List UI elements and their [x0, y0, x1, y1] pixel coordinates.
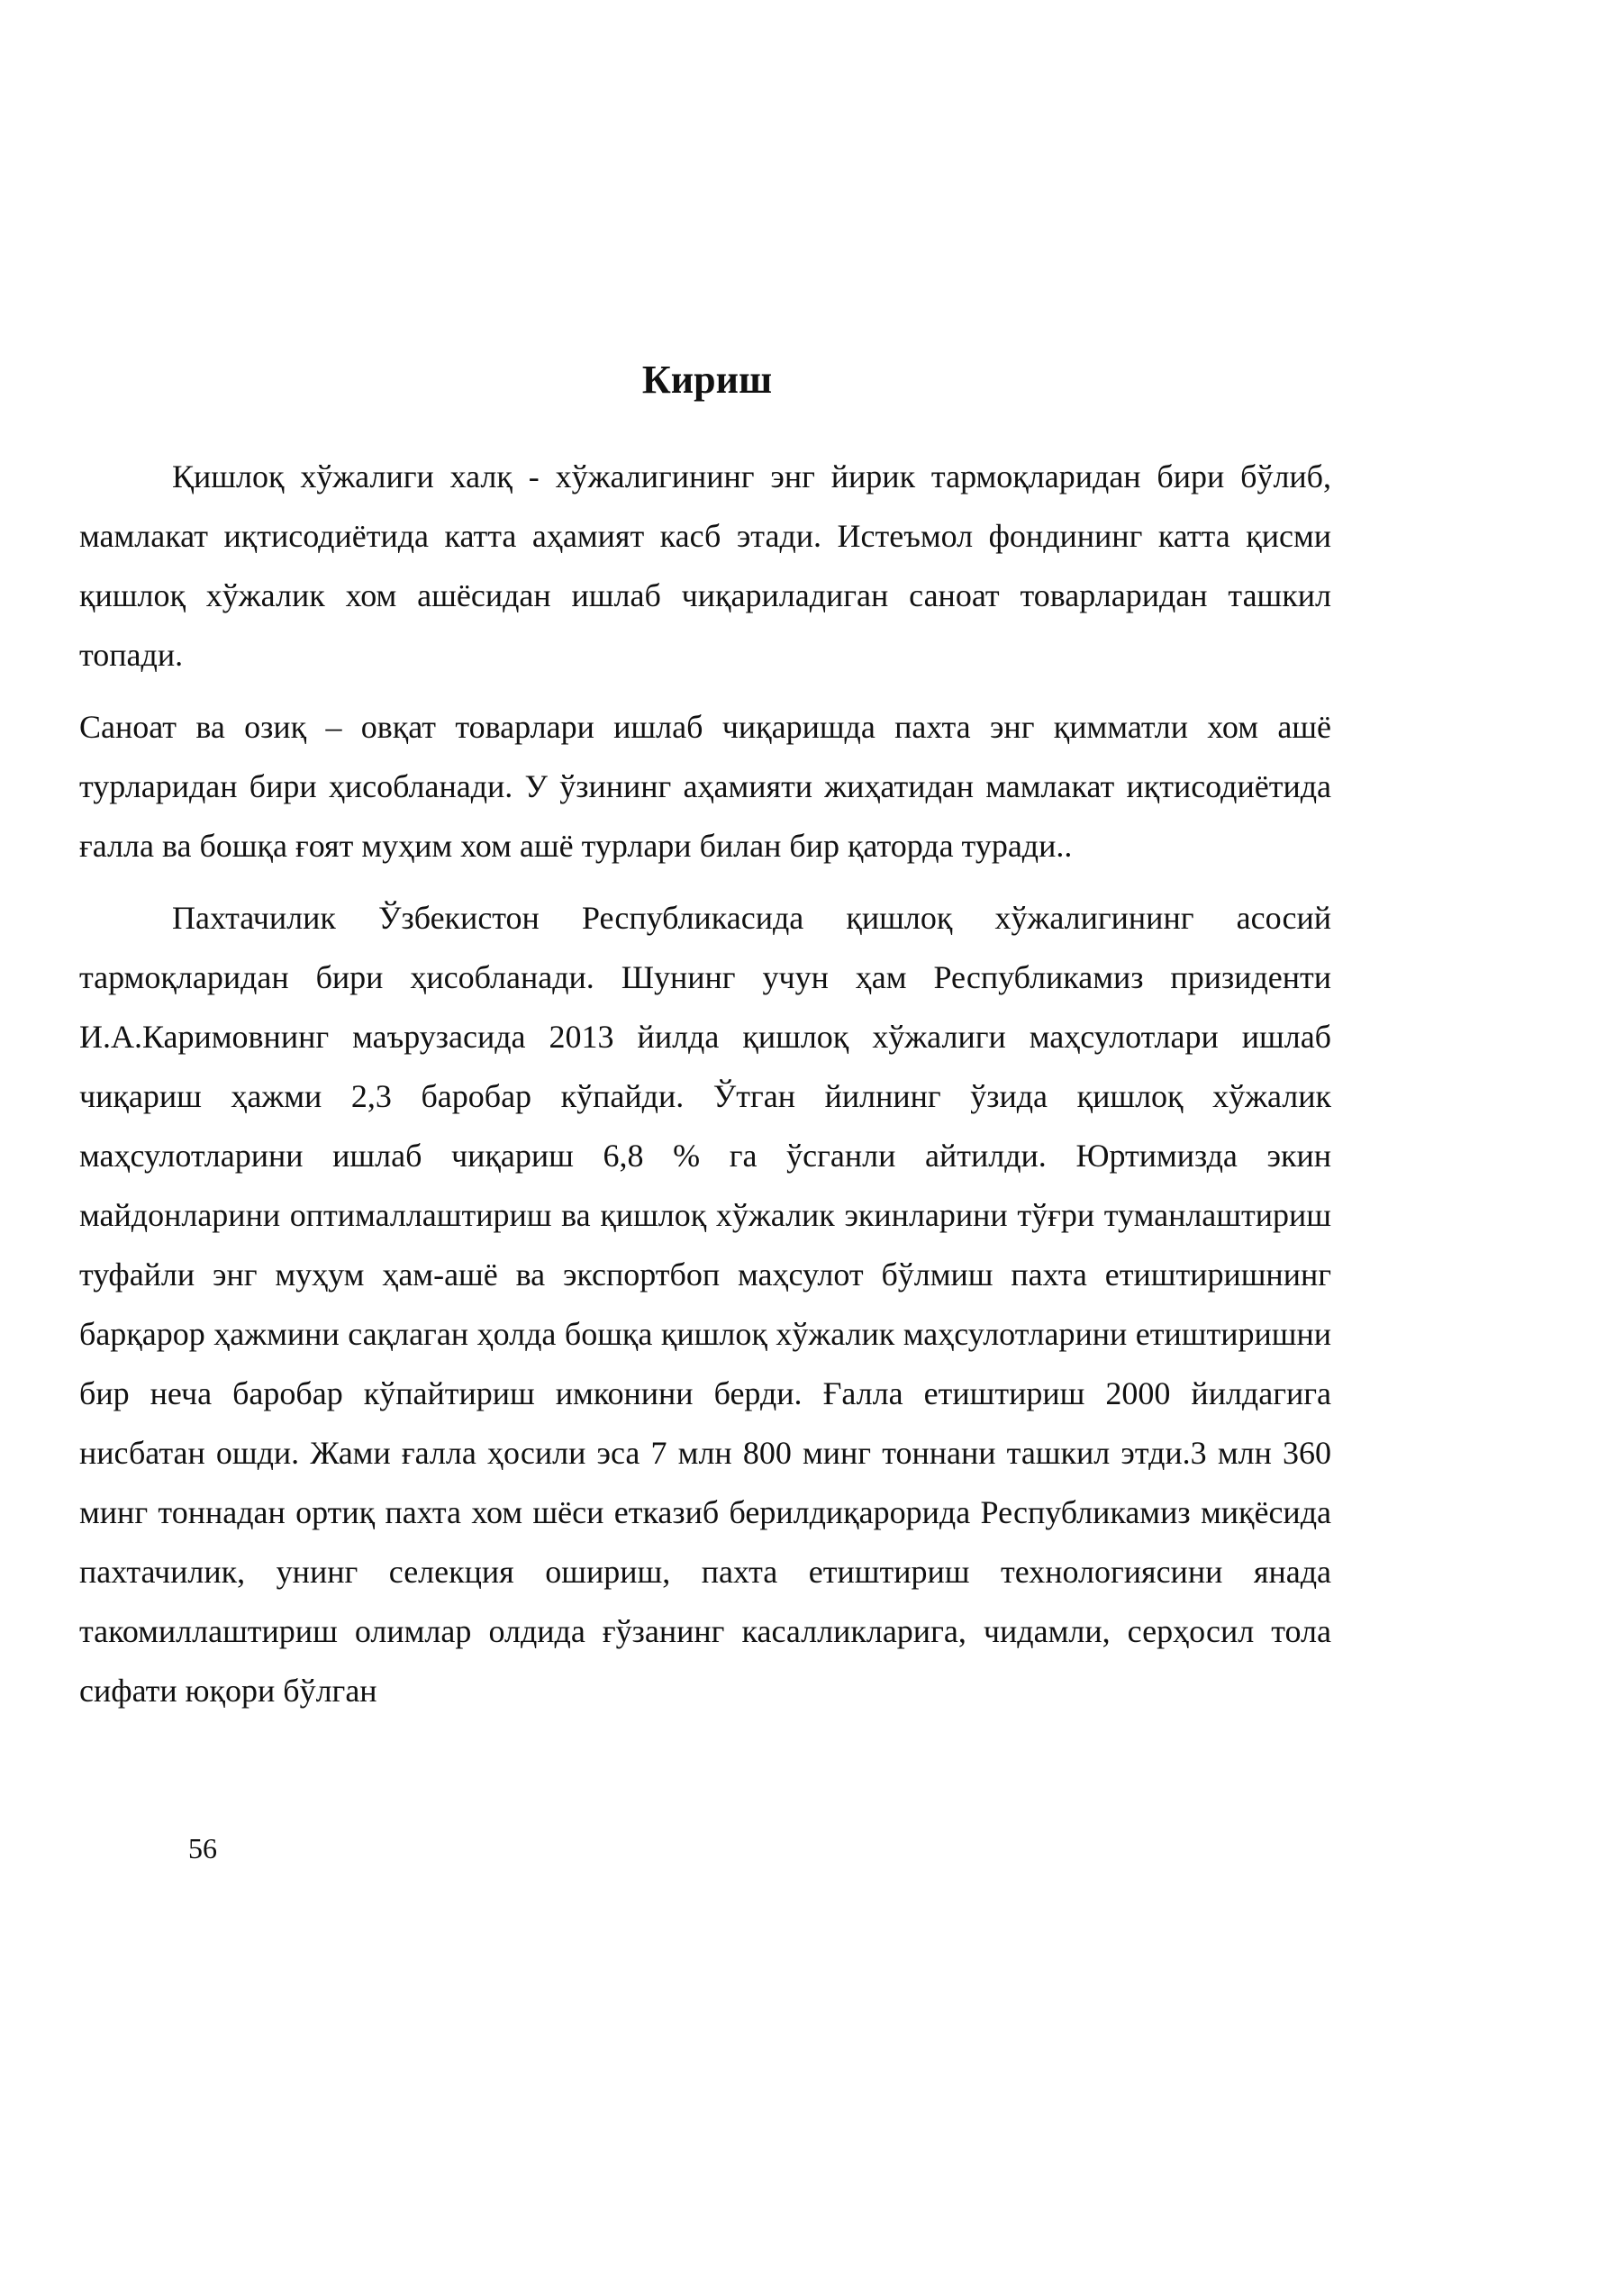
page-number: 56: [188, 1832, 217, 1864]
section-title: Кириш: [641, 358, 773, 402]
paragraph-3: Пахтачилик Ўзбекистон Республикасида қишлоқ хўжалигининг асосий тармоқларидан бири ҳисобланади. Шунинг учун ҳам Республикамиз призиденти И.А.Каримовнинг маърузасида 2013 йилда қишлоқ хўжалиги маҳсулотлари ишлаб чиқариш ҳажми 2,3 баробар кўпайди. Ўтган йилнинг ўзида қишлоқ хўжалик маҳсулотларини ишлаб чиқариш 6,8 % га ўсганли айтилди. Юртимизда экин майдонларини оптималлаштириш ва қишлоқ хўжалик экинларини тўғри туманлаштириш туфайли энг муҳум ҳам-ашё ва экспортбоп маҳсулот бўлмиш пахта етиштиришнинг барқарор ҳажмини сақлаган ҳолда бошқа қишлоқ хўжалик маҳсулотларини етиштиришни бир неча баробар кўпайтириш имконини берди. Ғалла етиштириш 2000 йилдагига нисбатан ошди. Жами ғалла ҳосили эса 7 млн 800 минг тоннани ташкил этди.3 млн 360 минг тоннадан ортиқ пахта хом шёси етказиб берилдиқарорида Республикамиз миқёсида пахтачилик, унинг селекция ошириш, пахта етиштириш технологиясини янада такомиллаштириш олимлар олдида ғўзанинг касалликларига, чидамли, серҳосил тола сифати юқори бўлган: [79, 900, 1331, 1709]
paragraph-1: Қишлоқ хўжалиги халқ - хўжалигининг энг йирик тармоқларидан бири бўлиб, мамлакат иқтисодиётида катта аҳамият касб этади. Истеъмол фондининг катта қисми қишлоқ хўжалик хом ашёсидан ишлаб чиқариладиган саноат товарларидан ташкил топади.: [79, 458, 1331, 673]
paragraph-2: Саноат ва озиқ – овқат товарлари ишлаб чиқаришда пахта энг қимматли хом ашё турларидан бири ҳисобланади. У ўзининг аҳамияти жиҳатидан мамлакат иқтисодиётида ғалла ва бошқа ғоят муҳим хом ашё турлари билан бир қаторда туради..: [79, 709, 1331, 864]
body-text: [79, 447, 1331, 1720]
